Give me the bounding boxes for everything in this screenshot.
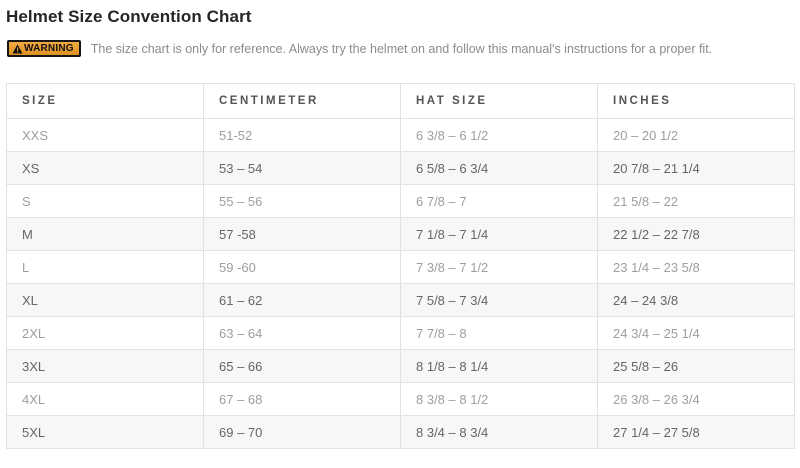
cell-hat-size: 6 3/8 – 6 1/2 [401,119,598,152]
cell-size: M [7,218,204,251]
cell-size: 2XL [7,317,204,350]
cell-inches: 25 5/8 – 26 [598,350,795,383]
cell-inches: 22 1/2 – 22 7/8 [598,218,795,251]
table-row [7,218,795,251]
warning-note: The size chart is only for reference. Always try the helmet on and follow this manual's instructions for a proper fit. [90,41,713,56]
table-row [7,416,795,449]
cell-inches: 26 3/8 – 26 3/4 [598,383,795,416]
header-row [7,84,795,119]
cell-centimeter: 51-52 [204,119,401,152]
cell-hat-size: 7 3/8 – 7 1/2 [401,251,598,284]
page-title: Helmet Size Convention Chart [6,7,252,26]
warning-badge [7,40,81,57]
cell-size: S [7,185,204,218]
cell-inches: 20 – 20 1/2 [598,119,795,152]
table-row [7,152,795,185]
cell-size: XS [7,152,204,185]
cell-size: 5XL [7,416,204,449]
cell-hat-size: 6 5/8 – 6 3/4 [401,152,598,185]
cell-centimeter: 53 – 54 [204,152,401,185]
table-row [7,350,795,383]
cell-inches: 21 5/8 – 22 [598,185,795,218]
table-row [7,383,795,416]
cell-centimeter: 65 – 66 [204,350,401,383]
cell-centimeter: 69 – 70 [204,416,401,449]
cell-hat-size: 7 1/8 – 7 1/4 [401,218,598,251]
warning-line [7,40,795,57]
cell-centimeter: 55 – 56 [204,185,401,218]
cell-hat-size: 7 7/8 – 8 [401,317,598,350]
warning-badge-label: WARNING [24,43,74,54]
cell-hat-size: 8 3/4 – 8 3/4 [401,416,598,449]
cell-size: 3XL [7,350,204,383]
cell-centimeter: 59 -60 [204,251,401,284]
header-hat-size: HAT SIZE [401,84,598,119]
size-table-head [7,84,795,119]
cell-size: L [7,251,204,284]
cell-inches: 23 1/4 – 23 5/8 [598,251,795,284]
cell-hat-size: 8 3/8 – 8 1/2 [401,383,598,416]
cell-inches: 20 7/8 – 21 1/4 [598,152,795,185]
cell-hat-size: 7 5/8 – 7 3/4 [401,284,598,317]
warning-triangle-icon [12,44,24,54]
table-row [7,119,795,152]
helmet-size-table [6,83,795,449]
cell-hat-size: 8 1/8 – 8 1/4 [401,350,598,383]
cell-centimeter: 61 – 62 [204,284,401,317]
cell-inches: 24 – 24 3/8 [598,284,795,317]
cell-centimeter: 67 – 68 [204,383,401,416]
cell-inches: 27 1/4 – 27 5/8 [598,416,795,449]
cell-size: XL [7,284,204,317]
header-inches: INCHES [598,84,795,119]
header-centimeter: CENTIMETER [204,84,401,119]
header-size: SIZE [7,84,204,119]
cell-centimeter: 63 – 64 [204,317,401,350]
cell-size: 4XL [7,383,204,416]
table-row [7,317,795,350]
table-row [7,251,795,284]
cell-centimeter: 57 -58 [204,218,401,251]
cell-hat-size: 6 7/8 – 7 [401,185,598,218]
cell-size: XXS [7,119,204,152]
table-row [7,185,795,218]
cell-inches: 24 3/4 – 25 1/4 [598,317,795,350]
table-row [7,284,795,317]
size-table-body [7,119,795,449]
